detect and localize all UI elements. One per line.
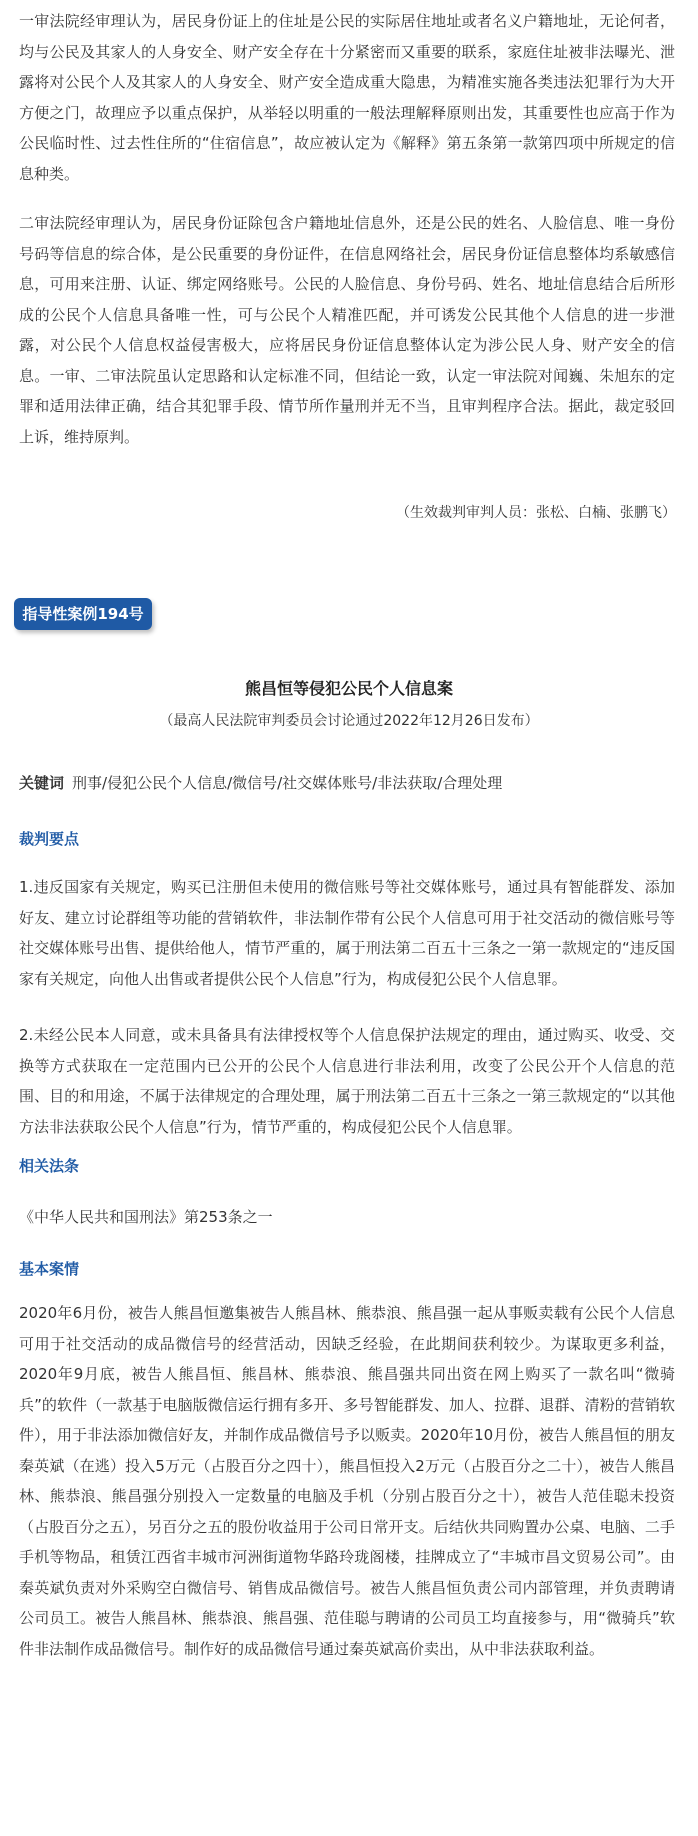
key-point-2: 2.未经公民本人同意，或未具备具有法律授权等个人信息保护法规定的理由，通过购买、收受、交换等方式获取在一定范围内已公开的公民个人信息进行非法利用，改变了公民公开个人信息的范围、目的和用途，不属于法律规定的合理处理，属于刑法第二百五十三条之一第三款规定的“以其他方法非法获取公民个人信息”行为，情节严重的，构成侵犯公民个人信息罪。 [19, 1026, 675, 1136]
related-law-text: 《中华人民共和国刑法》第253条之一 [19, 1208, 273, 1226]
judges-note: （生效裁判审判人员：张松、白楠、张鹏飞） [396, 505, 676, 521]
keywords-line [19, 772, 502, 793]
case-subtitle: （最高人民法院审判委员会讨论通过2022年12月26日发布） [159, 713, 539, 729]
key-point-1: 1.违反国家有关规定，购买已注册但未使用的微信账号等社交媒体账号，通过具有智能群发、添加好友、建立讨论群组等功能的营销软件，非法制作带有公民个人信息可用于社交活动的微信账号等社交媒体账号出售、提供给他人，情节严重的，属于刑法第二百五十三条之一第一款规定的“违反国家有关规定，向他人出售或者提供公民个人信息”行为，构成侵犯公民个人信息罪。 [19, 878, 675, 988]
basic-facts-paragraph: 2020年6月份，被告人熊昌恒邀集被告人熊昌林、熊恭浪、熊昌强一起从事贩卖载有公民个人信息可用于社交活动的成品微信号的经营活动，因缺乏经验，在此期间获利较少。为谋取更多利益，2020年9月底，被告人熊昌恒、熊昌林、熊恭浪、熊昌强共同出资在网上购买了一款名叫“微骑兵”的软件（一款基于电脑版微信运行拥有多开、多号智能群发、加人、拉群、退群、清粉的营销软件），用于非法添加微信好友，并制作成品微信号予以贩卖。2020年10月份，被告人熊昌恒的朋友秦英斌（在逃）投入5万元（占股百分之四十），熊昌恒投入2万元（占股百分之二十），被告人熊昌林、熊恭浪、熊昌强分别投入一定数量的电脑及手机（分别占股百分之十），被告人范佳聪未投资（占股百分之五），另百分之五的股份收益用于公司日常开支。后结伙共同购置办公桌、电脑、二手手机等物品，租赁江西省丰城市河洲街道物华路玲珑阁楼，挂牌成立了“丰城市昌文贸易公司”。由秦英斌负责对外采购空白微信号、销售成品微信号。被告人熊昌恒负责公司内部管理，并负责聘请公司员工。被告人熊昌林、熊恭浪、熊昌强、范佳聪与聘请的公司员工均直接参与，用“微骑兵”软件非法制作成品微信号。制作好的成品微信号通过秦英斌高价卖出，从中非法获取利益。 [19, 1304, 675, 1658]
guiding-case-badge: 指导性案例194号 [14, 598, 152, 630]
basic-facts-heading: 基本案情 [19, 1260, 80, 1278]
key-points-heading: 裁判要点 [19, 830, 80, 848]
first-instance-reasoning-paragraph: 一审法院经审理认为，居民身份证上的住址是公民的实际居住地址或者名义户籍地址，无论何者，均与公民及其家人的人身安全、财产安全存在十分紧密而又重要的联系，家庭住址被非法曝光、泄露将对公民个人及其家人的人身安全、财产安全造成重大隐患，为精准实施各类违法犯罪行为大开方便之门，故理应予以重点保护，从举轻以明重的一般法理解释原则出发，其重要性也应高于作为公民临时性、过去性住所的“住宿信息”，故应被认定为《解释》第五条第一款第四项中所规定的信息种类。 [19, 12, 675, 183]
keywords-value: 刑事/侵犯公民个人信息/微信号/社交媒体账号/非法获取/合理处理 [72, 774, 503, 792]
related-law-heading: 相关法条 [19, 1157, 80, 1175]
case-title: 熊昌恒等侵犯公民个人信息案 [244, 679, 453, 698]
keywords-label: 关键词 [19, 774, 65, 792]
second-instance-reasoning-paragraph: 二审法院经审理认为，居民身份证除包含户籍地址信息外，还是公民的姓名、人脸信息、唯一身份号码等信息的综合体，是公民重要的身份证件，在信息网络社会，居民身份证信息整体均系敏感信息，可用来注册、认证、绑定网络账号。公民的人脸信息、身份号码、姓名、地址信息结合后所形成的公民个人信息具备唯一性，可与公民个人精准匹配，并可诱发公民其他个人信息的进一步泄露，对公民个人信息权益侵害极大，应将居民身份证信息整体认定为涉公民人身、财产安全的信息。一审、二审法院虽认定思路和认定标准不同，但结论一致，认定一审法院对闻巍、朱旭东的定罪和适用法律正确，结合其犯罪手段、情节所作量刑并无不当，且审判程序合法。据此，裁定驳回上诉，维持原判。 [19, 214, 675, 446]
